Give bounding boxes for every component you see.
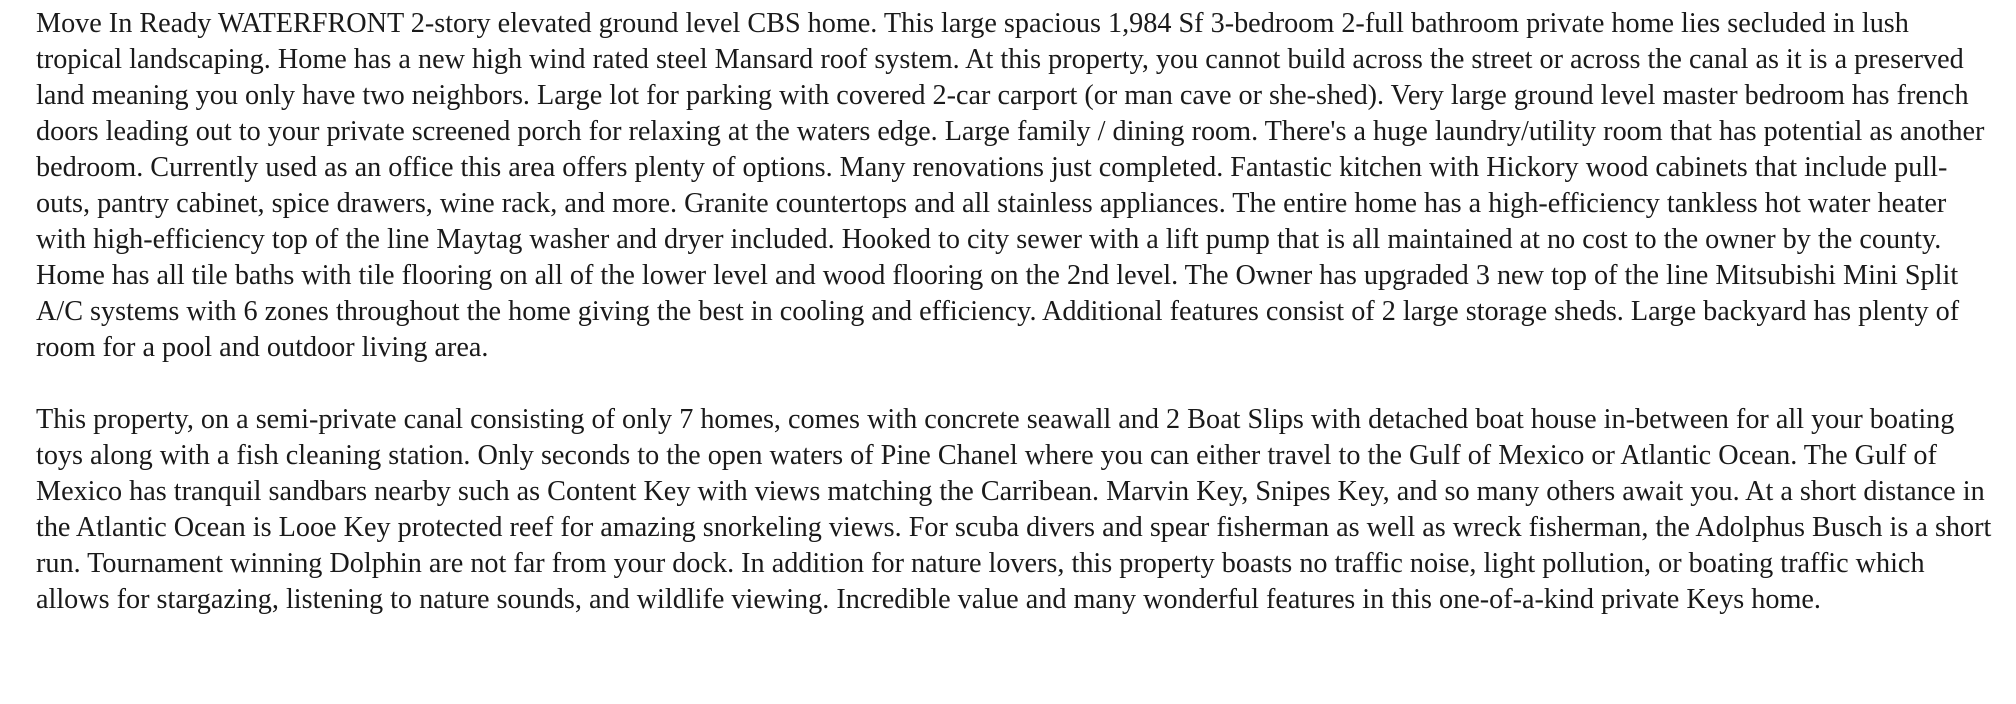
listing-description [36, 6, 1996, 618]
description-paragraph-location: This property, on a semi-private canal consisting of only 7 homes, comes with concrete seawall and 2 Boat Slips with detached boat house in-between for all your boating toys along with a fish cleaning station. Only seconds to the open waters of Pine Chanel where you can either travel to the Gulf of Mexico or Atlantic Ocean. The Gulf of Mexico has tranquil sandbars nearby such as Content Key with views matching the Carribean. Marvin Key, Snipes Key, and so many others await you. At a short distance in the Atlantic Ocean is Looe Key protected reef for amazing snorkeling views. For scuba divers and spear fisherman as well as wreck fisherman, the Adolphus Busch is a short run. Tournament winning Dolphin are not far from your dock. In addition for nature lovers, this property boasts no traffic noise, light pollution, or boating traffic which allows for stargazing, listening to nature sounds, and wildlife viewing. Incredible value and many wonderful features in this one-of-a-kind private Keys home. [36, 404, 1992, 615]
description-paragraph-home: Move In Ready WATERFRONT 2-story elevated ground level CBS home. This large spacious 1,984 Sf 3-bedroom 2-full bathroom private home lies secluded in lush tropical landscaping. Home has a new high wind rated steel Mansard roof system. At this property, you cannot build across the street or across the canal as it is a preserved land meaning you only have two neighbors. Large lot for parking with covered 2-car carport (or man cave or she-shed). Very large ground level master bedroom has french doors leading out to your private screened porch for relaxing at the waters edge. Large family / dining room. There's a huge laundry/utility room that has potential as another bedroom. Currently used as an office this area offers plenty of options. Many renovations just completed. Fantastic kitchen with Hickory wood cabinets that include pull-outs, pantry cabinet, spice drawers, wine rack, and more. Granite countertops and all stainless appliances. The entire home has a high-efficiency tankless hot water heater with high-efficiency top of the line Maytag washer and dryer included. Hooked to city sewer with a lift pump that is all maintained at no cost to the owner by the county. Home has all tile baths with tile flooring on all of the lower level and wood flooring on the 2nd level. The Owner has upgraded 3 new top of the line Mitsubishi Mini Split A/C systems with 6 zones throughout the home giving the best in cooling and efficiency. Additional features consist of 2 large storage sheds. Large backyard has plenty of room for a pool and outdoor living area. [36, 8, 1985, 363]
